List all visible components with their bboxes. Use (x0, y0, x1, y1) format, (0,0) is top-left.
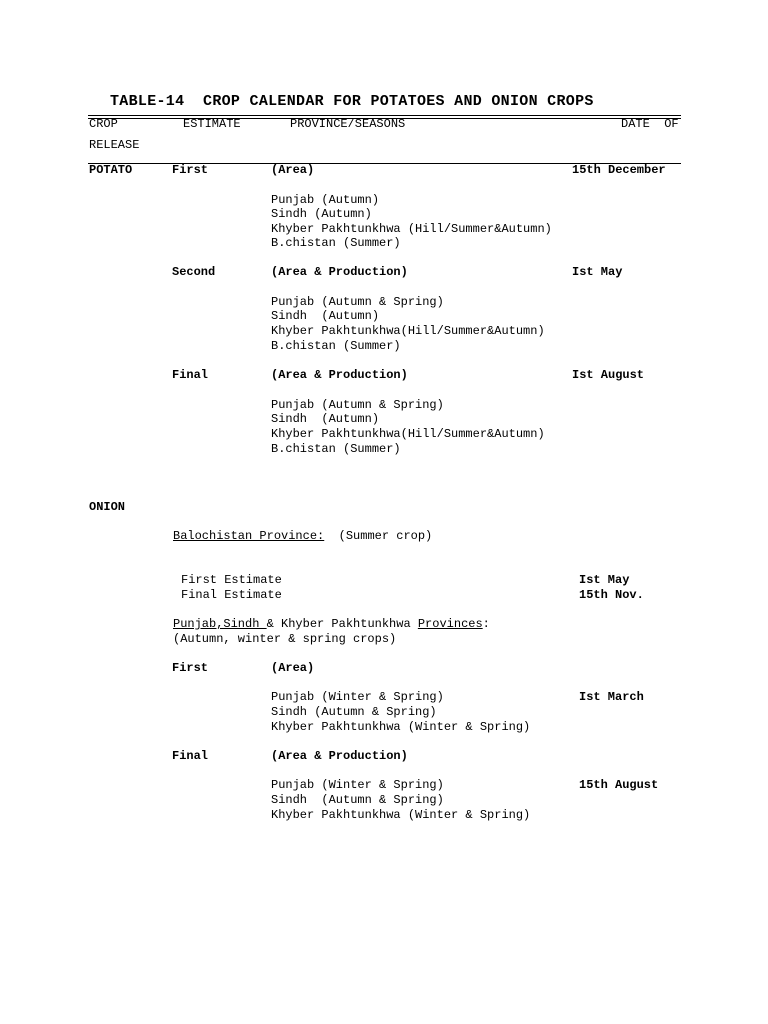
balochistan-heading: Balochistan Province: (173, 529, 325, 543)
header-release: RELEASE (89, 138, 140, 152)
balochistan-note: (Summer crop) (338, 529, 433, 543)
potato-final-line: B.chistan (Summer) (271, 442, 401, 456)
balochistan-first-label: First Estimate (181, 573, 282, 587)
page-title: TABLE-14 CROP CALENDAR FOR POTATOES AND ONION CROPS (110, 93, 594, 110)
onion-final-date: 15th August (579, 778, 659, 792)
potato-first-line: B.chistan (Summer) (271, 236, 401, 250)
onion-first-date: Ist March (579, 690, 644, 704)
title-rule-top (88, 115, 681, 116)
crop-onion: ONION (89, 500, 126, 514)
onion-first-line: Khyber Pakhtunkhwa (Winter & Spring) (271, 720, 531, 734)
header-province: PROVINCE/SEASONS (290, 117, 406, 131)
header-estimate: ESTIMATE (183, 117, 241, 131)
onion-first-line: Sindh (Autumn & Spring) (271, 705, 437, 719)
potato-final-line: Punjab (Autumn & Spring) (271, 398, 444, 412)
potato-final-estimate: Final (172, 368, 209, 382)
onion-final-line: Khyber Pakhtunkhwa (Winter & Spring) (271, 808, 531, 822)
potato-first-type: (Area) (271, 163, 315, 177)
potato-final-type: (Area & Production) (271, 368, 408, 382)
balochistan-final-date: 15th Nov. (579, 588, 644, 602)
potato-final-line: Sindh (Autumn) (271, 412, 380, 426)
potato-first-estimate: First (172, 163, 209, 177)
potato-first-date: 15th December (572, 163, 666, 177)
header-crop: CROP (89, 117, 118, 131)
balochistan-heading-line (173, 529, 432, 544)
onion-first-type: (Area) (271, 661, 315, 675)
potato-first-line: Khyber Pakhtunkhwa (Hill/Summer&Autumn) (271, 222, 552, 236)
potato-second-line: B.chistan (Summer) (271, 339, 401, 353)
potato-second-line: Sindh (Autumn) (271, 309, 380, 323)
crop-potato: POTATO (89, 163, 133, 177)
other-provinces-heading (173, 617, 490, 632)
potato-second-estimate: Second (172, 265, 216, 279)
heading-part-kp: & Khyber Pakhtunkhwa (266, 617, 418, 631)
potato-second-type: (Area & Production) (271, 265, 408, 279)
onion-final-line: Punjab (Winter & Spring) (271, 778, 444, 792)
onion-final-line: Sindh (Autumn & Spring) (271, 793, 444, 807)
balochistan-final-label: Final Estimate (181, 588, 282, 602)
other-provinces-note: (Autumn, winter & spring crops) (173, 632, 397, 646)
potato-final-date: Ist August (572, 368, 645, 382)
potato-second-date: Ist May (572, 265, 623, 279)
balochistan-first-date: Ist May (579, 573, 630, 587)
header-date-of: DATE OF (621, 117, 679, 131)
heading-colon: : (482, 617, 490, 631)
potato-first-line: Punjab (Autumn) (271, 193, 380, 207)
potato-second-line: Khyber Pakhtunkhwa(Hill/Summer&Autumn) (271, 324, 545, 338)
onion-first-line: Punjab (Winter & Spring) (271, 690, 444, 704)
heading-part-punjab-sindh: Punjab,Sindh (173, 617, 267, 631)
onion-final-estimate: Final (172, 749, 209, 763)
heading-part-provinces: Provinces (417, 617, 483, 631)
potato-first-line: Sindh (Autumn) (271, 207, 372, 221)
onion-final-type: (Area & Production) (271, 749, 408, 763)
potato-final-line: Khyber Pakhtunkhwa(Hill/Summer&Autumn) (271, 427, 545, 441)
potato-second-line: Punjab (Autumn & Spring) (271, 295, 444, 309)
onion-first-estimate: First (172, 661, 209, 675)
